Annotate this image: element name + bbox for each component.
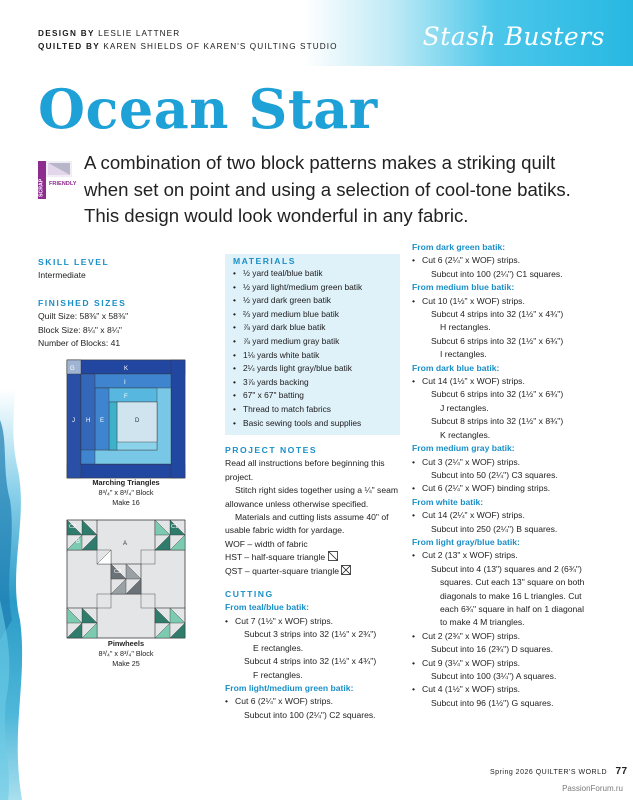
cut-line: • Cut 6 (2¼" x WOF) strips. <box>412 254 602 267</box>
finished-sizes-heading: FINISHED SIZES <box>38 297 127 308</box>
materials-item: • ½ yard light/medium green batik <box>233 281 392 295</box>
pinwheels-caption <box>56 639 196 669</box>
cut-line: Subcut 8 strips into 32 (1½" x 8¾") <box>431 416 564 427</box>
notes-p1: Read all instructions before beginning this project. <box>225 458 385 482</box>
notes-wof: WOF – width of fabric <box>225 538 308 549</box>
designer-credit <box>38 29 180 38</box>
cut-line: • Cut 9 (3¼" x WOF) strips. <box>412 657 602 670</box>
scrap-friendly-badge-icon <box>38 161 77 199</box>
project-notes-heading: PROJECT NOTES <box>225 445 318 455</box>
materials-item: • Basic sewing tools and supplies <box>233 417 392 431</box>
cut-line: Subcut into 50 (2¼") C3 squares. <box>431 469 558 480</box>
cut-line: • Cut 6 (2¼" x WOF) strips. <box>225 695 405 708</box>
cut-line: Subcut into 100 (2¼") C1 squares. <box>431 268 563 279</box>
block-count: Number of Blocks: 41 <box>38 338 121 349</box>
left-column <box>38 256 188 668</box>
cut-line: Subcut into 100 (3¼") A squares. <box>431 671 557 681</box>
quilter-name: KAREN SHIELDS OF KAREN'S QUILTING STUDIO <box>103 42 338 51</box>
materials-item: • 2¼ yards light gray/blue batik <box>233 362 392 376</box>
cut-line: each 6¾" square in half on 1 diagonal <box>440 603 584 614</box>
quilted-label: QUILTED BY <box>38 42 100 51</box>
cut-darkgreen-title: From dark green batik: <box>412 242 506 252</box>
cut-line: F rectangles. <box>253 669 303 680</box>
materials-item: • ⅞ yard dark blue batik <box>233 321 392 335</box>
label-c2: C2 <box>69 524 77 530</box>
cut-line: Subcut 3 strips into 32 (1½" x 2¾") <box>244 629 377 640</box>
cut-line: diagonals to make 16 L triangles. Cut <box>440 590 582 601</box>
cut-line: Subcut into 16 (2¾") D squares. <box>431 644 553 655</box>
notes-qst <box>225 565 405 578</box>
page-footer <box>490 766 628 777</box>
cut-line: • Cut 10 (1½" x WOF) strips. <box>412 295 602 308</box>
right-column <box>412 241 602 710</box>
page-number: 77 <box>615 766 628 777</box>
cut-line: • Cut 2 (2¾" x WOF) strips. <box>412 630 602 643</box>
cut-darkblue-title: From dark blue batik: <box>412 362 500 373</box>
materials-item: • 1⅛ yards white batik <box>233 349 392 363</box>
marching-triangles-block-diagram <box>67 360 185 478</box>
materials-item: • ½ yard dark green batik <box>233 294 392 308</box>
notes-hst <box>225 551 405 564</box>
label-h: H <box>86 418 91 424</box>
issue-label: Spring 2026 QUILTER'S WORLD <box>490 769 608 776</box>
label-b: B <box>76 539 81 545</box>
label-i: I <box>124 380 126 386</box>
cut-line: Subcut 4 strips into 32 (1½" x 4¾") <box>431 309 564 320</box>
hst-icon <box>328 551 338 561</box>
header-band <box>0 0 633 66</box>
block-size: Block Size: 8¼" x 8¼" <box>38 324 122 335</box>
section-title: Stash Busters <box>422 22 605 51</box>
cut-medgray-title: From medium gray batik: <box>412 443 515 454</box>
page-title: Ocean Star <box>38 77 378 141</box>
cut-line: E rectangles. <box>253 642 304 653</box>
cut-line: K rectangles. <box>440 429 491 440</box>
cut-line: Subcut 4 strips into 32 (1½" x 4¾") <box>244 656 377 667</box>
block1-make: Make 16 <box>112 498 140 507</box>
design-label: DESIGN BY <box>38 29 95 38</box>
watermark: PassionForum.ru <box>562 784 623 793</box>
cut-medblue-title: From medium blue batik: <box>412 282 515 293</box>
materials-item: • ⅔ yard medium blue batik <box>233 308 392 322</box>
label-c1: C1 <box>171 524 179 530</box>
cut-line: • Cut 6 (2¼" x WOF) binding strips. <box>412 482 602 495</box>
cut-line: H rectangles. <box>440 322 491 333</box>
block1-name: Marching Triangles <box>92 478 160 487</box>
cut-white-title: From white batik: <box>412 496 484 507</box>
notes-p3: Materials and cutting lists assume 40" of usable fabric width for yardage. <box>225 512 389 536</box>
cut-line: Subcut into 100 (2¼") C2 squares. <box>244 709 376 720</box>
materials-box <box>225 254 400 435</box>
label-e: E <box>100 418 105 424</box>
quilt-size: Quilt Size: 58⅜" x 58⅜" <box>38 311 129 322</box>
label-g: G <box>70 366 75 372</box>
cut-line: Subcut 6 strips into 32 (1½" x 6¾") <box>431 389 564 400</box>
cut-line: Subcut 6 strips into 32 (1½" x 6¾") <box>431 335 564 346</box>
cut-line: Subcut into 250 (2¼") B squares. <box>431 523 558 534</box>
materials-heading: MATERIALS <box>233 256 296 266</box>
notes-qst-text: QST – quarter-square triangle <box>225 565 340 576</box>
block2-make: Make 25 <box>112 659 140 668</box>
materials-item: • 67" x 67" batting <box>233 389 392 403</box>
label-d: D <box>135 418 140 424</box>
label-c3: C3 <box>114 569 122 575</box>
block2-size: 8³/₄" x 8³/₄" Block <box>98 649 154 658</box>
cut-line: • Cut 14 (1½" x WOF) strips. <box>412 375 602 388</box>
cut-line: squares. Cut each 13" square on both <box>440 577 585 588</box>
label-k: K <box>124 366 129 372</box>
cut-line: I rectangles. <box>440 349 487 360</box>
cut-line: J rectangles. <box>440 402 489 413</box>
cut-line: Subcut into 4 (13") squares and 2 (6¾") <box>431 563 582 574</box>
svg-text:SCRAP: SCRAP <box>38 178 45 197</box>
intro-paragraph: A combination of two block patterns makes a striking quilt when set on point and using a selection of cool-tone batiks. This design would look wonderful in any fabric. <box>84 152 571 226</box>
qst-icon <box>341 565 351 575</box>
label-j: J <box>72 418 75 424</box>
cut-lightgray-title: From light gray/blue batik: <box>412 536 520 547</box>
block2-name: Pinwheels <box>107 639 145 648</box>
cut-line: • Cut 2 (13" x WOF) strips. <box>412 549 602 562</box>
skill-level-heading: SKILL LEVEL <box>38 257 110 267</box>
notes-p2: Stitch right sides together using a ¼" seam allowance unless otherwise specified. <box>225 485 399 509</box>
quilter-credit <box>38 42 338 51</box>
materials-item: • ½ yard teal/blue batik <box>233 267 392 281</box>
materials-list <box>233 267 392 430</box>
cut-line: • Cut 3 (2¼" x WOF) strips. <box>412 456 602 469</box>
pinwheels-block-diagram <box>67 520 185 638</box>
cutting-heading: CUTTING <box>225 589 274 600</box>
designer-name: LESLIE LATTNER <box>98 29 181 38</box>
cut-line: to make 4 M triangles. <box>440 617 525 628</box>
cut-lightgreen-title: From light/medium green batik: <box>225 682 354 693</box>
ocean-photo-strip <box>0 0 38 800</box>
cut-line: • Cut 4 (1½" x WOF) strips. <box>412 683 602 696</box>
block1-size: 8³/₄" x 8³/₄" Block <box>98 488 154 497</box>
middle-column <box>225 444 405 722</box>
label-f: F <box>124 394 128 400</box>
marching-triangles-caption <box>56 478 196 508</box>
svg-text:FRIENDLY: FRIENDLY <box>49 181 77 187</box>
materials-item: • 3⅞ yards backing <box>233 376 392 390</box>
notes-hst-text: HST – half-square triangle <box>225 552 326 563</box>
materials-item: • Thread to match fabrics <box>233 403 392 417</box>
materials-item: • ⅞ yard medium gray batik <box>233 335 392 349</box>
cut-line: • Cut 14 (2¼" x WOF) strips. <box>412 509 602 522</box>
cut-line: Subcut into 96 (1½") G squares. <box>431 697 554 708</box>
label-a: A <box>123 541 128 547</box>
skill-level-value: Intermediate <box>38 270 86 281</box>
cut-line: • Cut 7 (1½" x WOF) strips. <box>225 615 405 628</box>
cut-teal-title: From teal/blue batik: <box>225 602 310 613</box>
